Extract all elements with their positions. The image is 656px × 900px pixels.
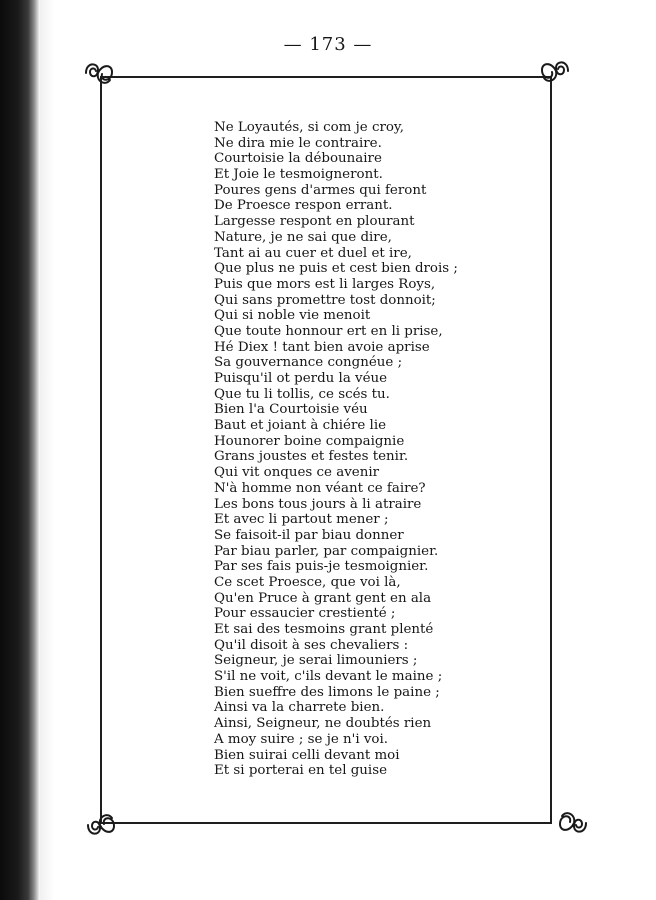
poem-line: Qui vit onques ce avenir (214, 465, 380, 481)
flourish-icon (84, 810, 118, 840)
poem-line: S'il ne voit, c'ils devant le maine ; (214, 669, 443, 685)
poem-line: Et si porterai en tel guise (214, 763, 388, 779)
poem-line: Ainsi, Seigneur, ne doubtés rien (214, 716, 432, 732)
poem-line: Bien suirai celli devant moi (214, 747, 400, 763)
poem-line: Grans joustes et festes tenir. (214, 449, 409, 465)
poem-line: Seigneur, je serai limouniers ; (214, 653, 418, 669)
poem-line: Par ses fais puis-je tesmoignier. (214, 559, 429, 575)
poem-line: Que toute honnour ert en li prise, (214, 323, 443, 339)
poem-line: Baut et joiant à chiére lie (214, 418, 387, 434)
poem-line: Sa gouvernance congnéue ; (214, 355, 403, 371)
poem-line: Et avec li partout mener ; (214, 512, 389, 528)
flourish-icon (556, 808, 590, 838)
poem-line: Bien sueffre des limons le paine ; (214, 684, 440, 700)
poem-line: Tant ai au cuer et duel et ire, (214, 245, 412, 261)
poem-text (214, 120, 534, 779)
poem-line: Qu'il disoit à ses chevaliers : (214, 637, 409, 653)
book-spine-shadow (0, 0, 40, 900)
poem-line: Ne Loyautés, si com je croy, (214, 120, 404, 135)
poem-line: Qui si noble vie menoit (214, 308, 371, 324)
poem-line: Puisqu'il ot perdu la véue (214, 371, 388, 386)
page-gutter (40, 0, 54, 900)
poem-line: Qui sans promettre tost donnoit; (214, 292, 436, 308)
poem-line: Largesse respont en plourant (214, 214, 415, 230)
page-number: — 173 — (283, 34, 373, 55)
poem-line: Et Joie le tesmoigneront. (214, 167, 383, 183)
poem-line: Ainsi va la charrete bien. (214, 700, 385, 716)
poem-line: Que tu li tollis, ce scés tu. (214, 386, 390, 402)
flourish-icon (538, 56, 572, 86)
flourish-icon (82, 58, 116, 88)
poem-line: Pour essaucier crestienté ; (214, 606, 396, 622)
poem-line: Et sai des tesmoins grant plenté (214, 622, 434, 637)
poem-line: A moy suire ; se je n'i voi. (214, 731, 389, 747)
poem-line: N'à homme non véant ce faire? (214, 480, 426, 496)
poem-line: Se faisoit-il par biau donner (214, 527, 404, 543)
poem-line: Ne dira mie le contraire. (214, 135, 382, 151)
poem-line: Puis que mors est li larges Roys, (214, 276, 436, 292)
poem-line: Par biau parler, par compaignier. (214, 543, 439, 559)
poem-line: Poures gens d'armes qui feront (214, 182, 427, 198)
poem-line: Hounorer boine compaignie (214, 433, 405, 449)
poem-line: Bien l'a Courtoisie véu (214, 402, 368, 418)
poem-line: Ce scet Proesce, que voi là, (214, 574, 401, 590)
poem-line: Qu'en Pruce à grant gent en ala (214, 590, 432, 606)
poem-line: Les bons tous jours à li atraire (214, 496, 422, 512)
poem-line: Courtoisie la débounaire (214, 151, 382, 167)
poem-line: Hé Diex ! tant bien avoie aprise (214, 339, 430, 355)
poem-line: De Proesce respon errant. (214, 198, 393, 214)
poem-line: Que plus ne puis et cest bien drois ; (214, 261, 458, 277)
poem-line: Nature, je ne sai que dire, (214, 229, 392, 245)
